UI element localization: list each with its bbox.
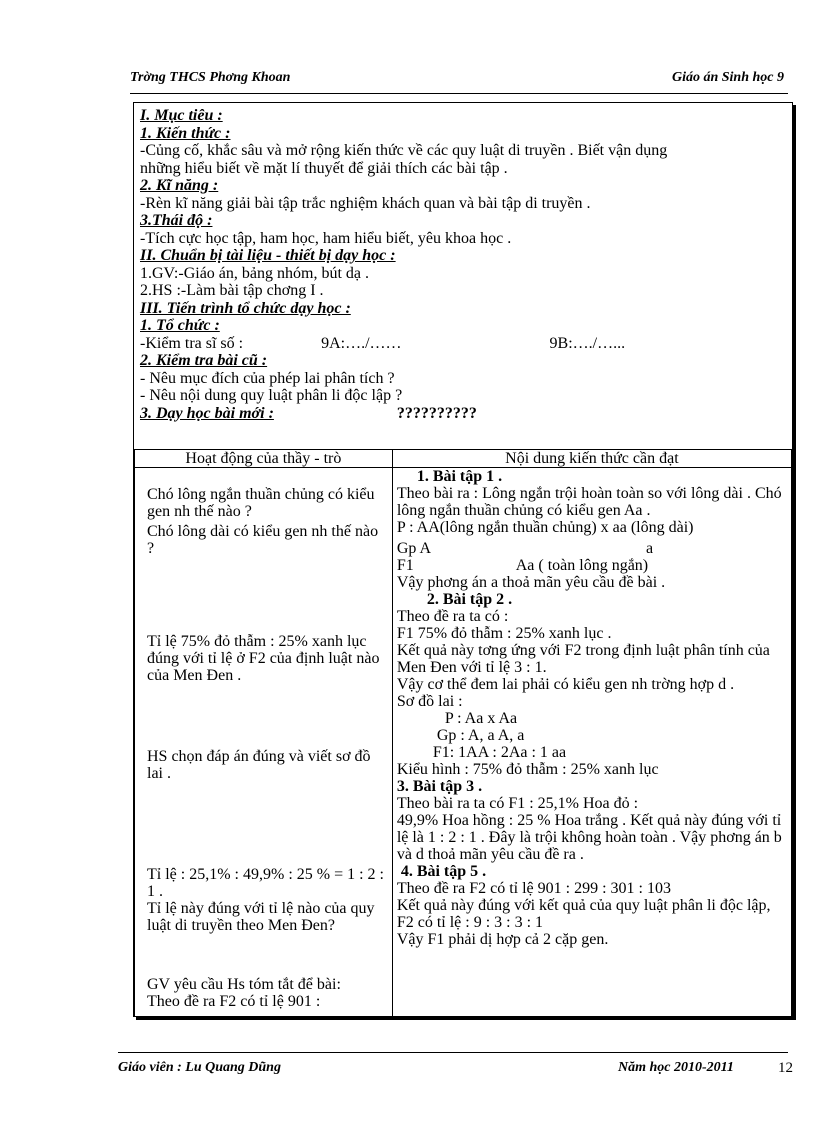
left-q2: Chó lông dài có kiểu gen nh thế nào ? [147,523,379,557]
objectives-title: I. Mục tiêu : [140,107,223,124]
left-q6: Tỉ lệ này đúng với tỉ lệ nào của quy luật di truyền theo Men Đen? [147,900,375,934]
bt1-text-1: Theo bài ra : Lông ngắn trội hoàn toàn so với lông dài . Chó lông ngắn thuần chủng có kiểu gen Aa . [396,485,782,519]
header-subject: Giáo án Sinh học 9 [671,70,784,85]
attitude-title: 3.Thái độ : [140,212,213,229]
left-q1: Chó lông ngắn thuần chủng có kiểu gen nh thế nào ? [147,486,375,520]
lesson-box [133,102,793,1017]
left-q8: Theo đề ra F2 có tỉ lệ 901 : [147,993,321,1010]
left-q3: Tỉ lệ 75% đỏ thẫm : 25% xanh lục đúng với tỉ lệ ở F2 của định luật nào của Men Đen . [147,633,380,684]
bt4-text-2: Kết quả này đúng với kết quả của quy luật phân li độc lập, F2 có tỉ lệ : 9 : 3 : 3 : 1 [396,897,771,931]
bt3-text-2: 49,9% Hoa hồng : 25 % Hoa trắng . Kết quả này đúng với tỉ lệ là 1 : 2 : 1 . Đây là trội không hoàn toàn . Vậy phơng án b và d thoả mãn yêu cầu đề ra . [396,812,782,863]
bt2-text-4: Vậy cơ thể đem lai phải có kiểu gen nh trờng hợp d . [396,676,735,693]
prep-line-1: 1.GV:-Giáo án, bảng nhóm, bút dạ . [140,264,369,282]
bt2-title: 2. Bài tập 2 . [426,591,513,608]
new-q: ?????????? [396,404,477,422]
bt2-f1: F1: 1AA : 2Aa : 1 aa [432,744,567,761]
col-header-right: Nội dung kiến thức cần đạt [392,450,791,468]
bt2-text-1: Theo đề ra ta có : [396,608,509,625]
org-9b: 9B:…./…... [549,334,626,352]
content-column [392,468,791,1017]
bt3-text-1: Theo bài ra ta có F1 : 25,1% Hoa đỏ : [396,795,639,812]
new-title: 3. Dạy học bài mới : [140,404,274,422]
bt2-text-2: F1 75% đỏ thẫm : 25% xanh lục . [396,625,612,642]
bt2-text-3: Kết quả này tơng ứng với F2 trong định luật phân tính của Men Đen với tỉ lệ 3 : 1. [396,642,770,676]
bt1-f1: F1 Aa ( toàn lông ngắn) [396,557,649,574]
prep-title: II. Chuẩn bị tài liệu - thiết bị dạy học : [140,247,396,264]
attitude-line-1: -Tích cực học tập, ham học, ham hiểu biết, yêu khoa học . [140,229,512,247]
prep-line-2: 2.HS :-Làm bài tập chơng I . [140,282,324,299]
org-title: 1. Tổ chức : [140,317,220,334]
footer-divider [118,1052,788,1053]
knowledge-line-1: -Củng cố, khắc sâu và mở rộng kiến thức về các quy luật di truyền . Biết vận dụng [140,142,668,159]
footer-year: Năm học 2010-2011 [618,1060,734,1075]
process-title: III. Tiến trình tổ chức dạy học : [140,299,351,317]
bt4-text-3: Vậy F1 phải dị hợp cả 2 cặp gen. [396,931,609,948]
col-header-left: Hoạt động của thầy - trò [135,450,393,468]
skill-title: 2. Kĩ năng : [140,177,219,194]
bt1-title: 1. Bài tập 1 . [416,468,503,485]
knowledge-title: 1. Kiến thức : [140,124,231,142]
bt2-p: P : Aa x Aa [444,710,518,727]
org-label: -Kiểm tra sĩ số : [140,334,244,352]
bt1-text-2: P : AA(lông ngắn thuần chủng) x aa (lông dài) [396,519,694,536]
skill-line-1: -Rèn kĩ năng giải bài tập trắc nghiệm khách quan và bài tập di truyền . [140,194,591,212]
bt3-title: 3. Bài tập 3 . [396,778,483,795]
bt1-text-3: Vậy phơng án a thoả mãn yêu cầu đề bài . [396,574,666,591]
footer-teacher: Giáo viên : Lu Quang Dũng [118,1060,281,1075]
header-divider [130,93,788,94]
org-9a: 9A:…./…… [321,334,402,352]
check-line-1: - Nêu mục đích của phép lai phân tích ? [140,369,395,387]
check-title: 2. Kiểm tra bài cũ : [140,352,268,369]
activity-table [134,449,792,1017]
bt2-text-5: Sơ đồ lai : [396,693,463,710]
new-lesson-line [140,405,790,423]
left-q4: HS chọn đáp án đúng và viết sơ đồ lai . [147,748,371,782]
check-line-2: - Nêu nội dung quy luật phân li độc lập ? [140,387,403,404]
bt4-text-1: Theo đề ra F2 có tỉ lệ 901 : 299 : 301 : 103 [396,880,671,897]
bt2-text-6: Kiểu hình : 75% đỏ thẫm : 25% xanh lục [396,761,659,778]
header-school: Trờng THCS Phơng Khoan [130,70,291,85]
objectives-section [140,107,790,422]
bt4-title: 4. Bài tập 5 . [400,863,487,880]
left-q7: GV yêu cầu Hs tóm tắt để bài: [147,976,341,993]
left-q5: Tỉ lệ : 25,1% : 49,9% : 25 % = 1 : 2 : 1 . [147,866,384,900]
bt2-gp: Gp : A, a A, a [436,727,525,744]
teacher-column [135,468,393,1017]
org-line [140,335,790,353]
page-number: 12 [778,1060,793,1076]
knowledge-line-2: những hiểu biết về mặt lí thuyết để giải thích các bài tập . [140,159,508,177]
bt1-gp: Gp A a [396,540,654,557]
